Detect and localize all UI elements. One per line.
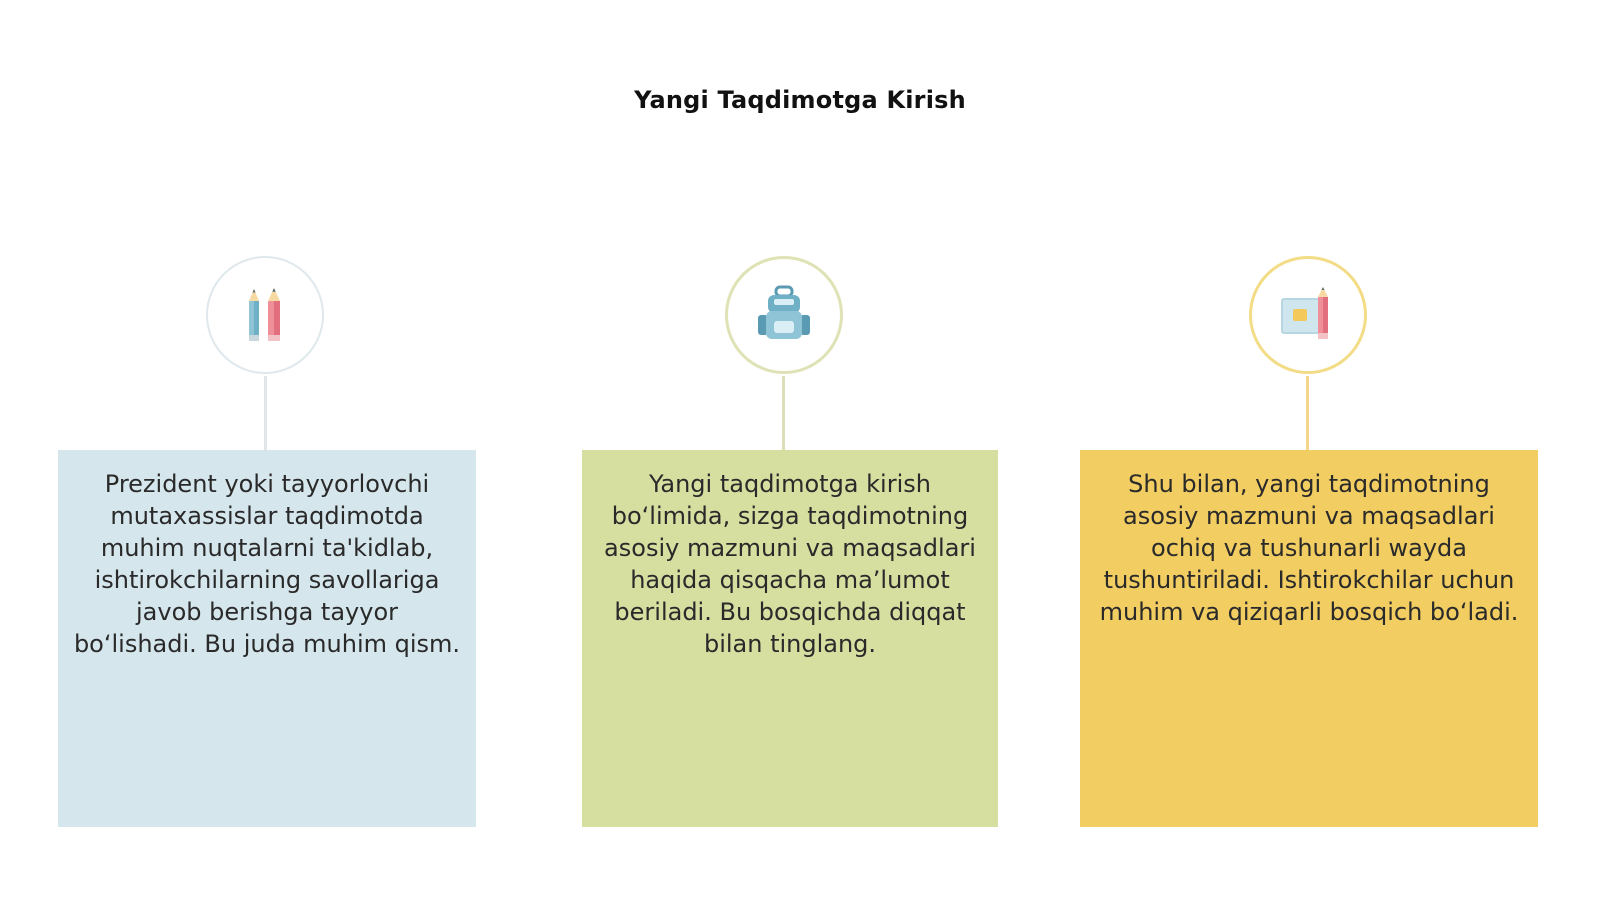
backpack-icon (754, 285, 814, 345)
card-text-3: Shu bilan, yangi taqdimotning asosiy mazmuni va maqsadlari ochiq va tushunarli wayda tushuntiriladi. Ishtirokchilar uchun muhim va qiziqarli bosqich bo‘ladi. (1099, 470, 1519, 626)
slide-title: Yangi Taqdimotga Kirish (634, 86, 966, 114)
icon-circle-3 (1249, 256, 1367, 374)
pencils-icon (240, 285, 290, 345)
connector-line-2 (782, 376, 785, 450)
info-card-3 (1080, 450, 1538, 827)
connector-line-3 (1306, 376, 1309, 450)
icon-circle-1 (206, 256, 324, 374)
connector-line-1 (264, 376, 267, 450)
info-card-2 (582, 450, 998, 827)
card-text-2: Yangi taqdimotga kirish bo‘limida, sizga taqdimotning asosiy mazmuni va maqsadlari haqida qisqacha ma’lumot beriladi. Bu bosqichda diqqat bilan tinglang. (604, 470, 976, 658)
icon-circle-2 (725, 256, 843, 374)
card-text-1: Prezident yoki tayyorlovchi mutaxassislar taqdimotda muhim nuqtalarni ta'kidlab, ishtirokchilarning savollariga javob berishga tayyor bo‘lishadi. Bu juda muhim qism. (73, 470, 461, 658)
drawing-board-icon (1278, 285, 1338, 345)
info-card-1 (58, 450, 476, 827)
